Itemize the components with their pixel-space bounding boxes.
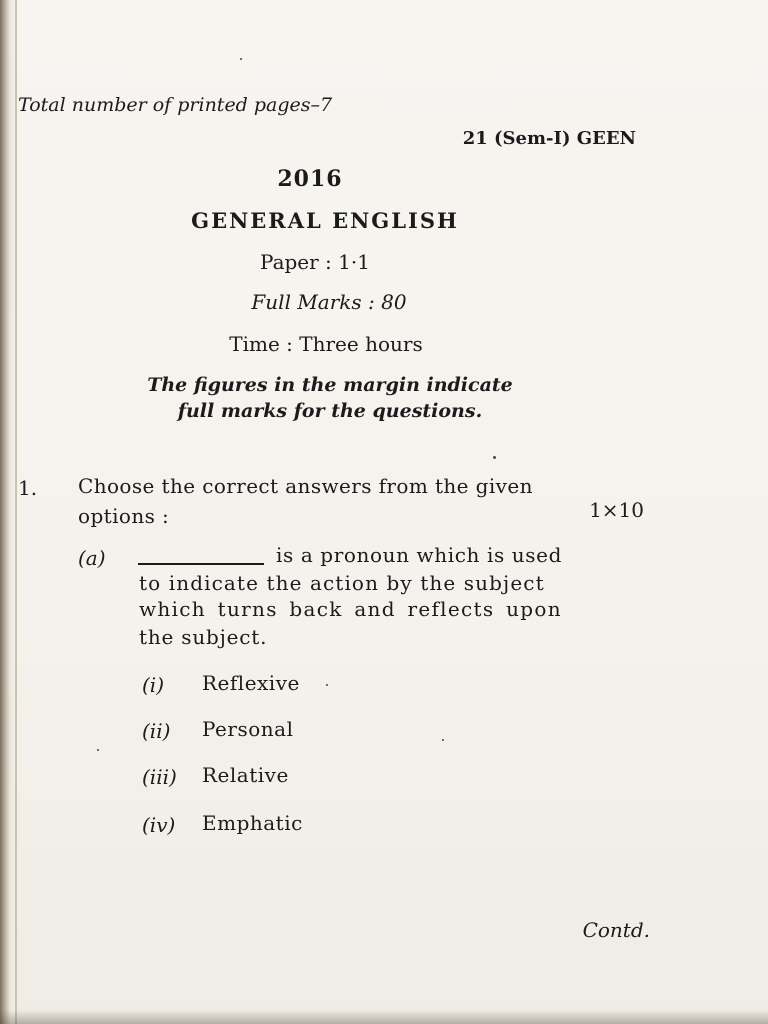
part-a-text-line-2: to indicate the action by the subject	[139, 571, 545, 595]
option-label: (iv)	[142, 813, 176, 837]
paper-speck	[326, 684, 328, 686]
option-text: Personal	[202, 717, 294, 741]
question-text-line-2: options :	[78, 504, 170, 528]
question-number: 1.	[18, 476, 38, 500]
paper-speck	[442, 739, 444, 741]
part-a-label: (a)	[78, 546, 106, 570]
option-text: Emphatic	[202, 811, 303, 835]
instruction-note	[0, 372, 660, 424]
question-marks: 1×10	[589, 498, 644, 522]
binding-strip	[0, 0, 14, 1024]
option-text: Relative	[202, 763, 289, 787]
full-marks: Full Marks : 80	[251, 290, 407, 314]
exam-year: 2016	[277, 166, 343, 192]
paper-code: 21 (Sem-I) GEEN	[462, 128, 636, 149]
printed-pages-note: Total number of printed pages–7	[18, 94, 333, 116]
subject-title: GENERAL ENGLISH	[191, 208, 459, 233]
paper-speck	[493, 456, 496, 459]
binding-edge	[15, 0, 17, 1024]
option-label: (i)	[142, 673, 165, 697]
option-label: (ii)	[142, 719, 171, 743]
option-label: (iii)	[142, 765, 177, 789]
part-a-text-line-4: the subject.	[139, 625, 268, 649]
paper-speck	[240, 58, 242, 60]
page-shadow	[0, 1010, 768, 1024]
part-a-text-line-1: is a pronoun which is used	[276, 543, 562, 567]
fill-in-blank-line	[138, 563, 264, 565]
continued-note: Contd.	[582, 918, 650, 942]
paper-speck	[97, 749, 99, 751]
part-a-text-line-3: which turns back and reflects upon	[139, 597, 562, 621]
time-allowed: Time : Three hours	[229, 332, 423, 356]
instruction-line-1: The figures in the margin indicate	[147, 374, 513, 396]
paper-number: Paper : 1·1	[260, 250, 370, 274]
instruction-line-2: full marks for the questions.	[177, 400, 483, 422]
question-text-line-1: Choose the correct answers from the given	[78, 474, 533, 498]
option-text: Reflexive	[202, 671, 300, 695]
